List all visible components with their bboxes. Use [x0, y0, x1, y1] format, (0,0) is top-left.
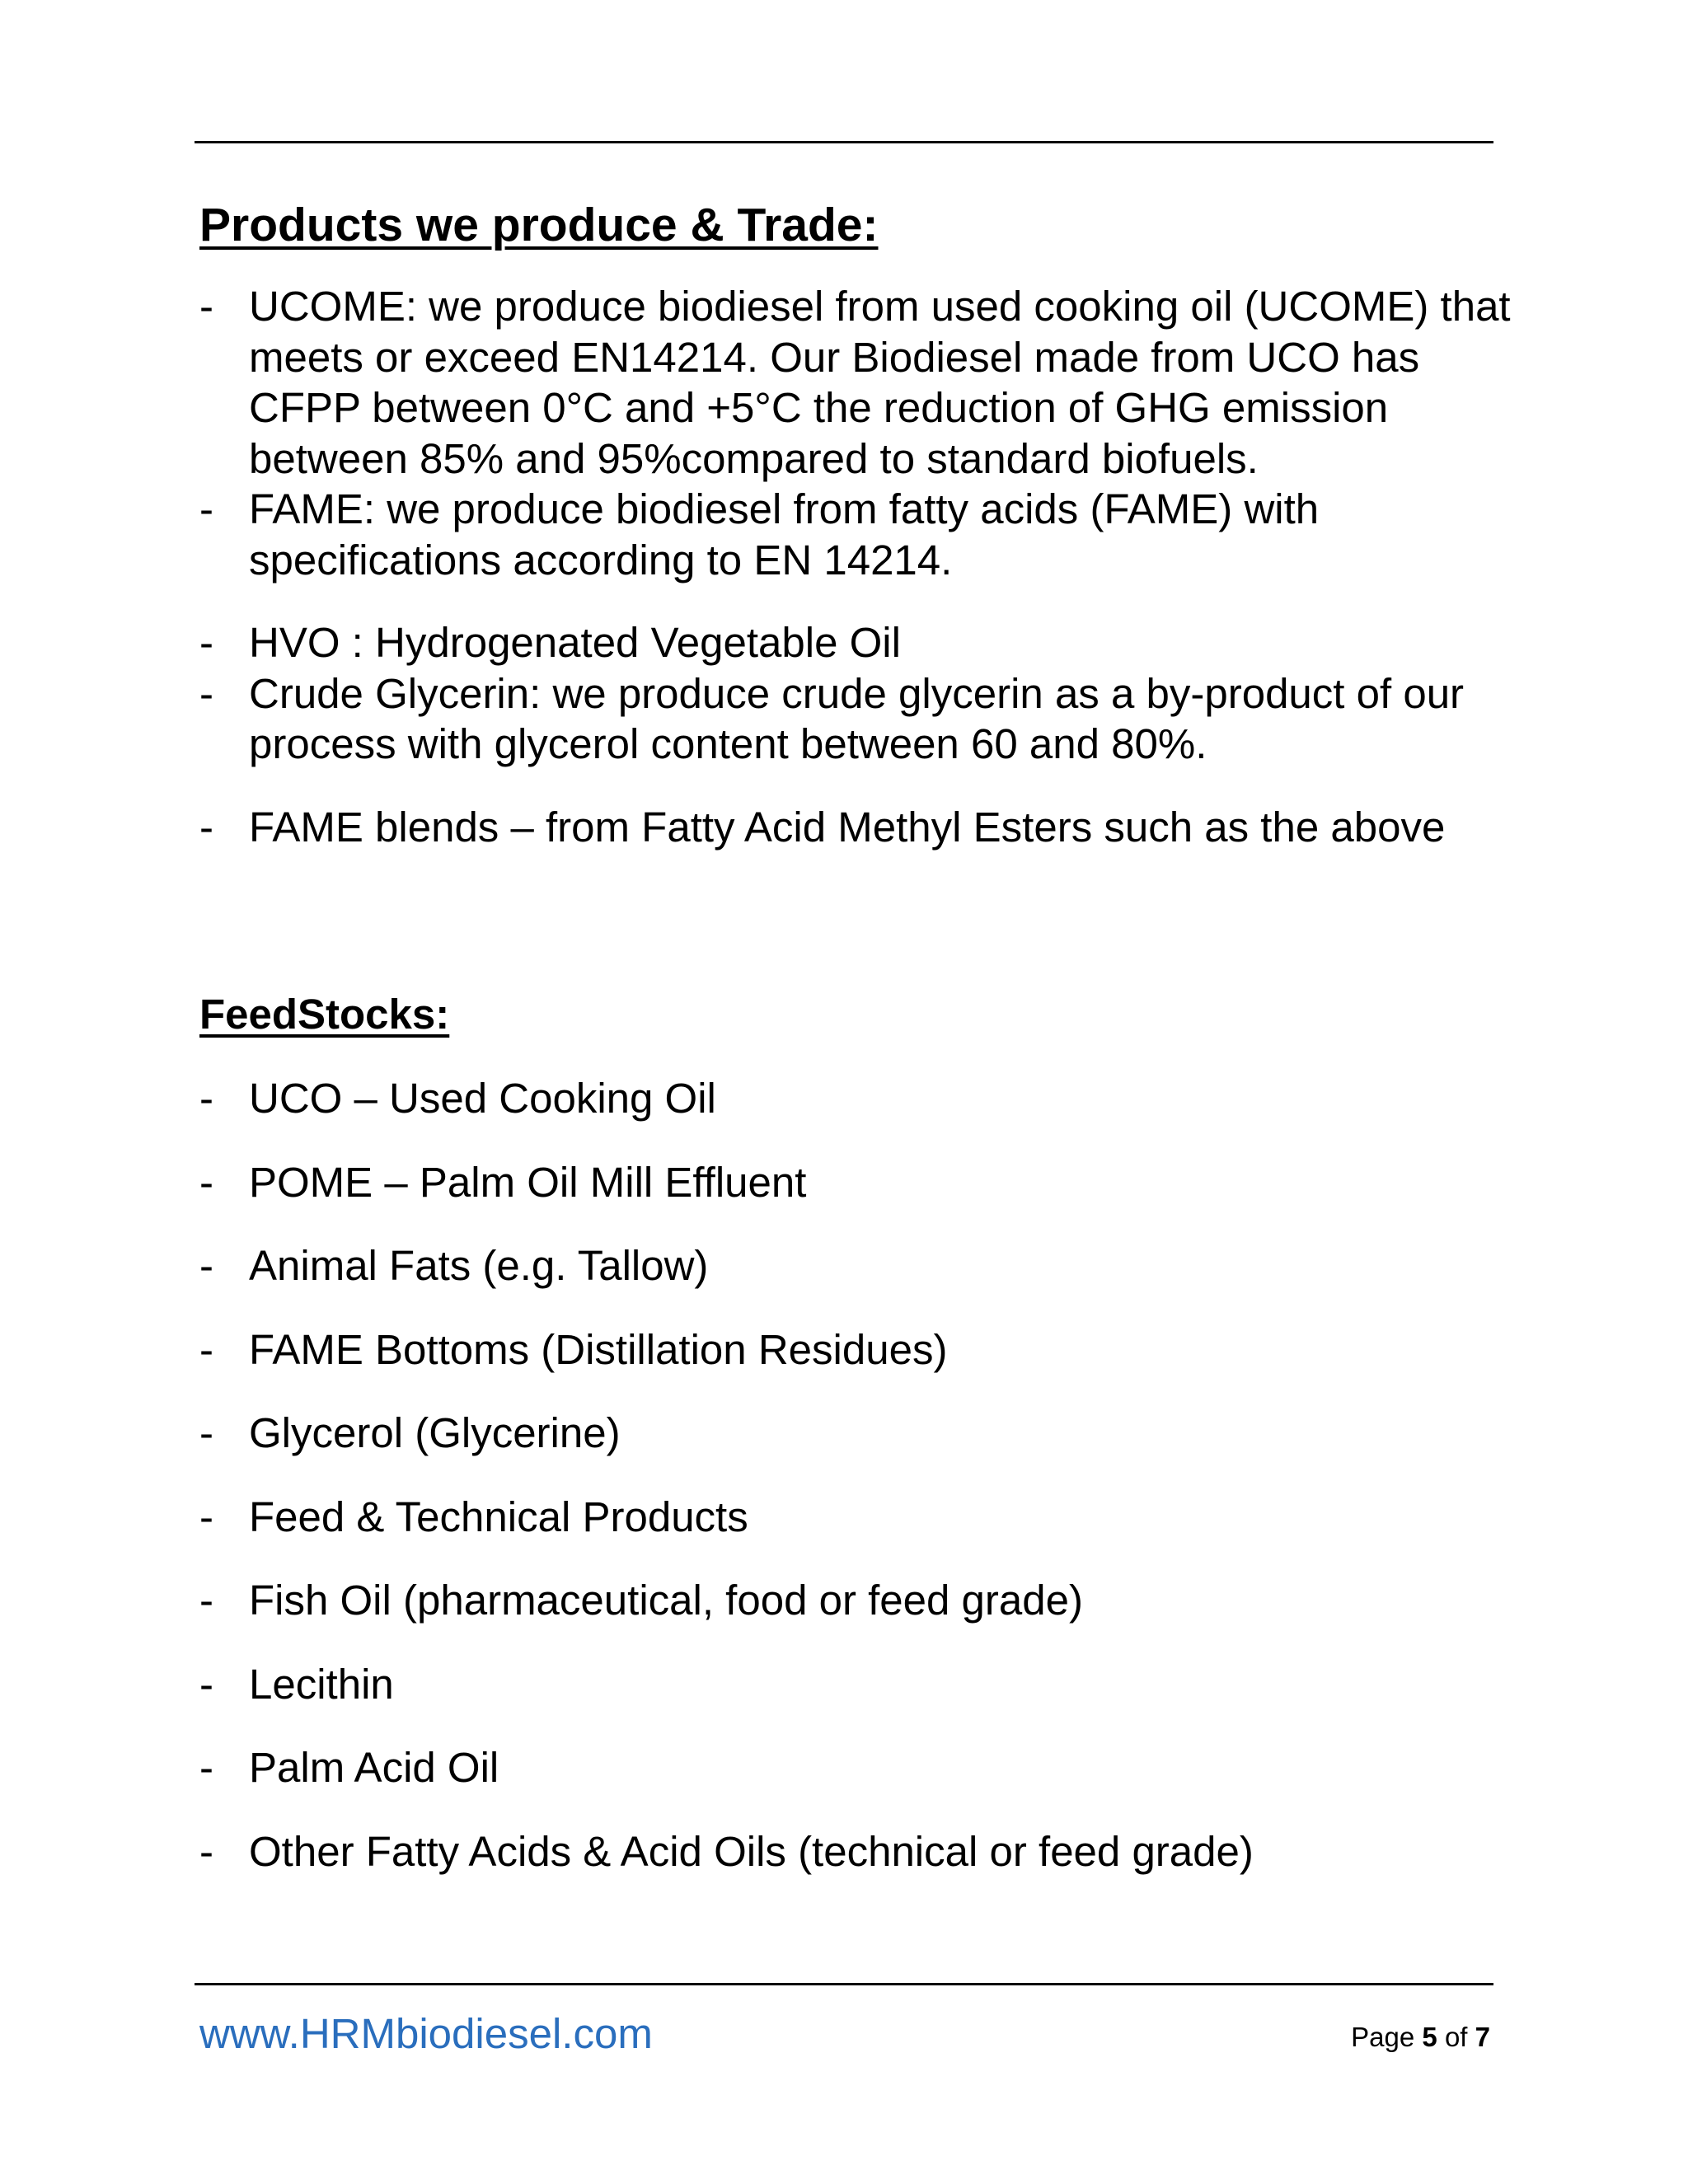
list-item-text: Other Fatty Acids & Acid Oils (technical or feed grade) — [249, 1827, 1254, 1875]
list-item-crude-glycerin — [199, 668, 1518, 770]
list-dash: - — [199, 283, 213, 330]
list-item — [199, 1157, 1518, 1208]
list-dash: - — [199, 1409, 213, 1456]
list-dash: - — [199, 1075, 213, 1122]
list-item-text: Palm Acid Oil — [249, 1744, 499, 1791]
list-item-text: UCO – Used Cooking Oil — [249, 1075, 716, 1122]
list-item — [199, 1659, 1518, 1710]
list-item-hvo — [199, 617, 1518, 668]
list-item — [199, 1826, 1518, 1877]
page-number — [1351, 2021, 1490, 2054]
feedstocks-list — [199, 1073, 1518, 1910]
list-dash: - — [199, 1158, 213, 1206]
list-item-text: FAME blends – from Fatty Acid Methyl Esters such as the above — [249, 803, 1446, 851]
list-dash: - — [199, 1577, 213, 1624]
feedstocks-heading: FeedStocks: — [199, 991, 450, 1038]
products-heading: Products we produce & Trade: — [199, 199, 879, 251]
list-dash: - — [199, 1493, 213, 1540]
list-dash: - — [199, 1325, 213, 1373]
list-item-text: Crude Glycerin: we produce crude glycerin as a by-product of our process with glycerol content between 60 and 80%. — [249, 669, 1465, 767]
page-current: 5 — [1422, 2022, 1437, 2052]
page-of: of — [1444, 2022, 1468, 2052]
list-item — [199, 1324, 1518, 1376]
list-item-fame — [199, 484, 1518, 585]
page-word: Page — [1351, 2022, 1415, 2052]
list-item-text: FAME: we produce biodiesel from fatty acids (FAME) with specifications according to EN 14214. — [249, 485, 1320, 583]
list-item-text: Lecithin — [249, 1660, 394, 1708]
list-dash: - — [199, 1242, 213, 1289]
list-dash: - — [199, 485, 213, 532]
list-item-text: POME – Palm Oil Mill Effluent — [249, 1158, 807, 1206]
page-total: 7 — [1475, 2022, 1490, 2052]
list-item-text: Animal Fats (e.g. Tallow) — [249, 1242, 709, 1289]
list-item-text: HVO : Hydrogenated Vegetable Oil — [249, 619, 901, 666]
list-item-text: UCOME: we produce biodiesel from used cooking oil (UCOME) that meets or exceed EN14214. Our Biodiesel made from UCO has CFPP between 0°C and +5°C the reduction of GHG emission between 85% and 95%compared to standard biofuels. — [249, 283, 1511, 482]
list-dash: - — [199, 669, 213, 717]
list-dash: - — [199, 1660, 213, 1708]
list-dash: - — [199, 803, 213, 851]
list-item-text: Feed & Technical Products — [249, 1493, 748, 1540]
list-item-text: FAME Bottoms (Distillation Residues) — [249, 1325, 948, 1373]
list-item — [199, 1240, 1518, 1291]
list-dash: - — [199, 1744, 213, 1791]
list-dash: - — [199, 1827, 213, 1875]
website-link[interactable]: www.HRMbiodiesel.com — [199, 2010, 653, 2057]
list-dash: - — [199, 619, 213, 666]
list-item — [199, 1073, 1518, 1124]
footer-rule — [195, 1983, 1493, 1985]
header-rule — [195, 141, 1493, 143]
list-item-ucome — [199, 281, 1518, 484]
list-item-text: Fish Oil (pharmaceutical, food or feed grade) — [249, 1577, 1083, 1624]
list-item — [199, 1492, 1518, 1543]
list-item-fame-blends — [199, 802, 1518, 853]
list-item-text: Glycerol (Glycerine) — [249, 1409, 621, 1456]
list-item — [199, 1408, 1518, 1459]
list-item — [199, 1742, 1518, 1793]
products-list — [199, 281, 1518, 852]
list-item — [199, 1575, 1518, 1626]
